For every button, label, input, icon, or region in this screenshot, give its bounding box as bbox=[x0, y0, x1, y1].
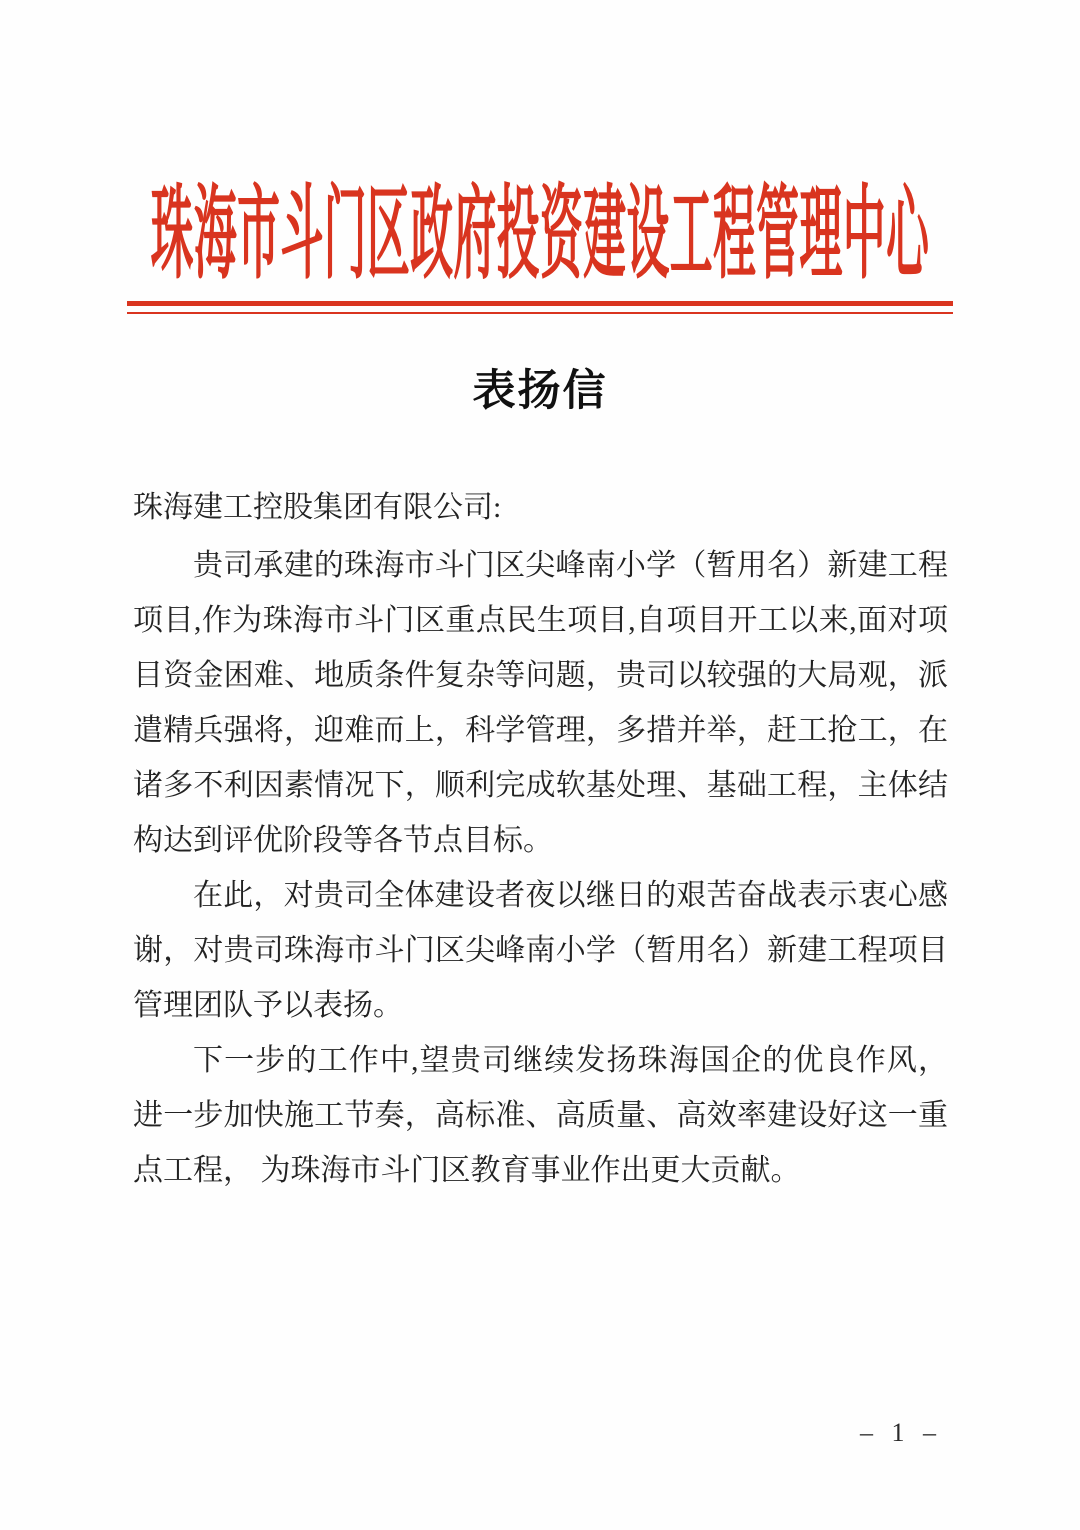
document-title: 表扬信 bbox=[472, 368, 608, 415]
divider-thick-line bbox=[127, 301, 953, 306]
divider-thin-line bbox=[127, 312, 953, 314]
body-paragraph-2: 在此，对贵司全体建设者夜以继日的艰苦奋战表示衷心感谢，对贵司珠海市斗门区尖峰南小学（暂用名）新建工程项目管理团队予以表扬。 bbox=[133, 879, 948, 1022]
body-paragraph-3: 下一步的工作中,望贵司继续发扬珠海国企的优良作风， 进一步加快施工节奏，高标准、高质量、高效率建设好这一重点工程， 为珠海市斗门区教育事业作出更大贡献。 bbox=[133, 1044, 948, 1187]
body-paragraph-1: 贵司承建的珠海市斗门区尖峰南小学（暂用名）新建工程项目,作为珠海市斗门区重点民生项目,自项目开工以来,面对项目资金困难、地质条件复杂等问题，贵司以较强的大局观，派遣精兵强将，迎难而上，科学管理，多措并举，赶工抢工，在诸多不利因素情况下，顺利完成软基处理、基础工程，主体结构达到评优阶段等各节点目标。 bbox=[133, 549, 948, 857]
page-number: – 1 – bbox=[860, 1418, 942, 1447]
letter-body bbox=[0, 480, 1080, 1198]
letterhead-banner bbox=[0, 179, 1080, 292]
salutation: 珠海建工控股集团有限公司: bbox=[133, 491, 502, 524]
letterhead-org-name: 珠海市斗门区政府投资建设工程管理中心 bbox=[150, 179, 930, 292]
letterhead-divider bbox=[127, 301, 953, 314]
